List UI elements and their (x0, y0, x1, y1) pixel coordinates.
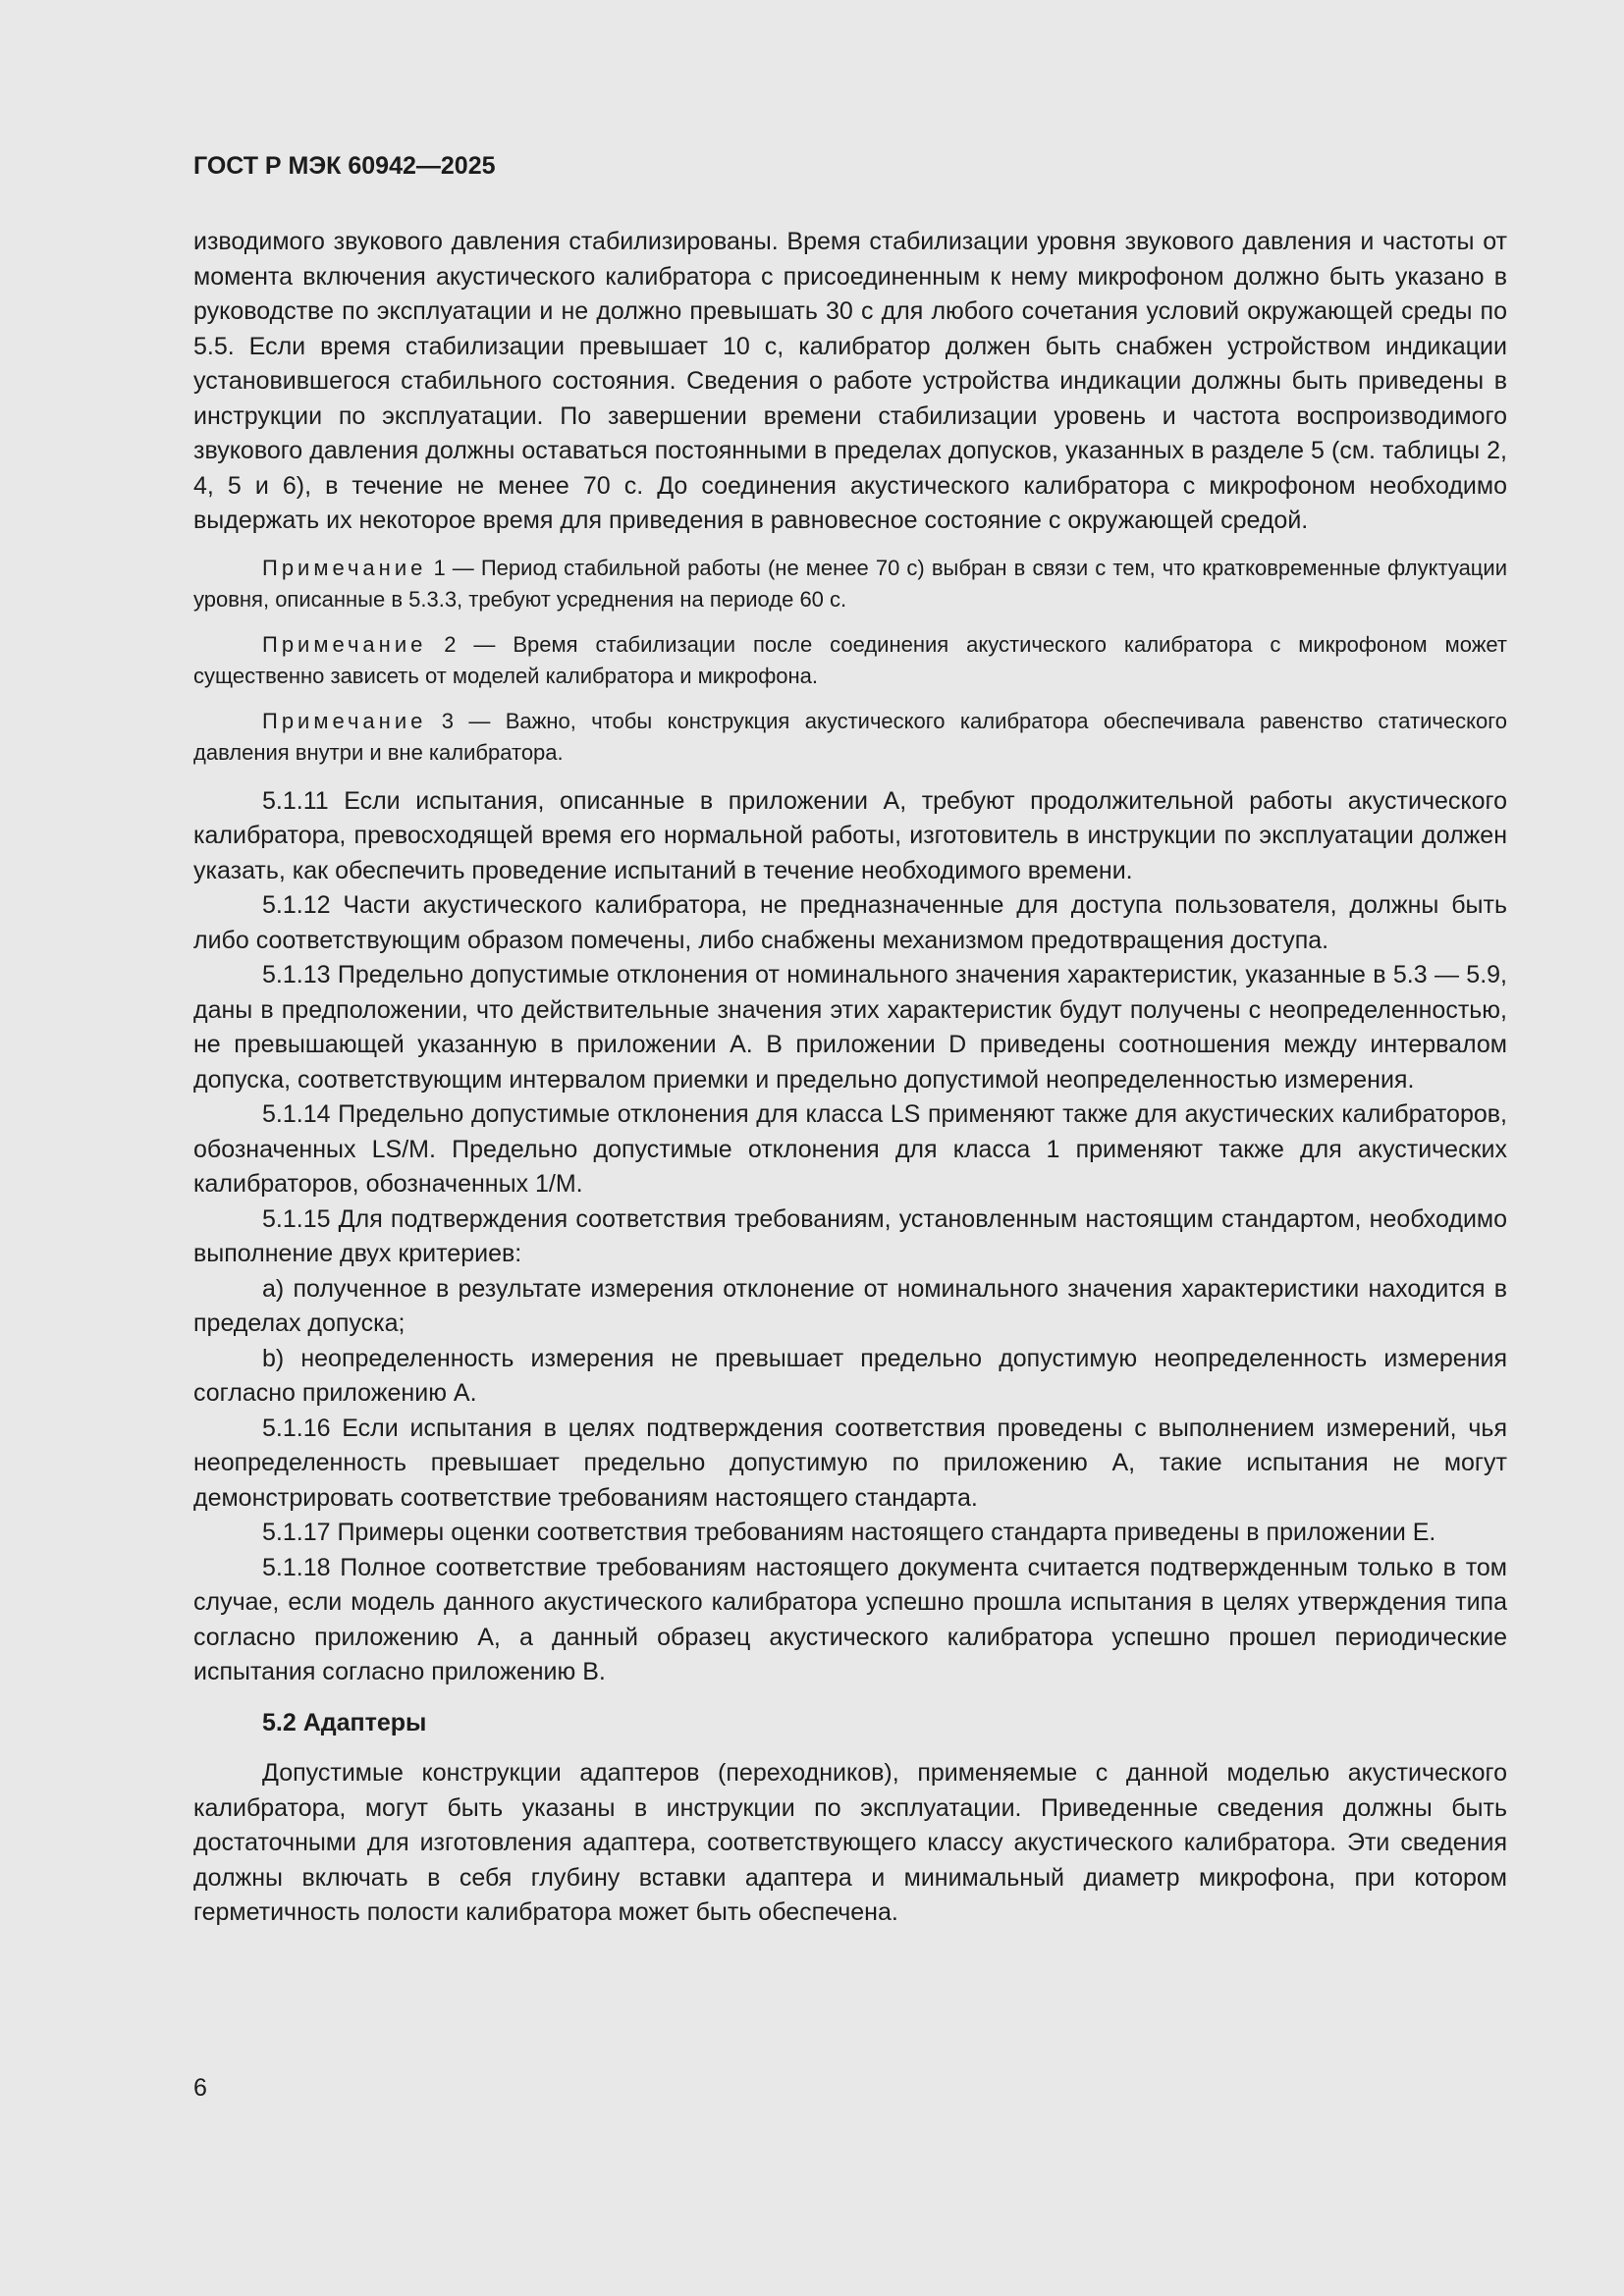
list-item-a: a) полученное в результате измерения отклонение от номинального значения характеристики находится в пределах допуска; (193, 1274, 1507, 1337)
note-3 (193, 706, 1507, 769)
note-text: 3 — Важно, чтобы конструкция акустического калибратора обеспечивала равенство статического давления внутри и вне калибратора. (193, 708, 1507, 765)
note-text: 2 — Время стабилизации после соединения акустического калибратора с микрофоном может существенно зависеть от моделей калибратора и микрофона. (193, 631, 1507, 688)
note-label: Примечание (262, 631, 427, 657)
clause-5-1-13: 5.1.13 Предельно допустимые отклонения от номинального значения характеристик, указанные в 5.3 — 5.9, даны в предположении, что действительные значения этих характеристик будут получены с неопределенностью, не превышающей указанную в приложении А. В приложении D приведены соотношения между интервалом допуска, соответствующим интервалом приемки и предельно допустимой неопределенностью измерения. (193, 961, 1507, 1094)
clause-5-1-16: 5.1.16 Если испытания в целях подтверждения соответствия проведены с выполнением измерений, чья неопределенность превышает предельно допустимую по приложению А, такие испытания не могут демонстрировать соответствие требованиям настоящего стандарта. (193, 1414, 1507, 1512)
clause-5-1-18: 5.1.18 Полное соответствие требованиям настоящего документа считается подтвержденным только в том случае, если модель данного акустического калибратора успешно прошла испытания в целях утверждения типа согласно приложению А, а данный образец акустического калибратора успешно прошел периодические испытания согласно приложению В. (193, 1553, 1507, 1685)
note-2 (193, 629, 1507, 692)
clause-5-1-15: 5.1.15 Для подтверждения соответствия требованиям, установленным настоящим стандартом, необходимо выполнение двух критериев: (193, 1204, 1507, 1267)
page-content (193, 225, 1507, 1931)
note-1 (193, 553, 1507, 615)
clause-5-1-12: 5.1.12 Части акустического калибратора, не предназначенные для доступа пользователя, должны быть либо соответствующим образом помечены, либо снабжены механизмом предотвращения доступа. (193, 891, 1507, 954)
list-item-b: b) неопределенность измерения не превышает предельно допустимую неопределенность измерения согласно приложению А. (193, 1344, 1507, 1407)
intro-paragraph: изводимого звукового давления стабилизированы. Время стабилизации уровня звукового давления и частоты от момента включения акустического калибратора с присоединенным к нему микрофоном должно быть указано в руководстве по эксплуатации и не должно превышать 30 с для любого сочетания условий окружающей среды по 5.5. Если время стабилизации превышает 10 с, калибратор должен быть снабжен устройством индикации установившегося стабильного состояния. Сведения о работе устройства индикации должны быть приведены в инструкции по эксплуатации. По завершении времени стабилизации уровень и частота воспроизводимого звукового давления должны оставаться постоянными в пределах допусков, указанных в разделе 5 (см. таблицы 2, 4, 5 и 6), в течение не менее 70 с. До соединения акустического калибратора с микрофоном необходимо выдержать их некоторое время для приведения в равновесное состояние с окружающей средой. (193, 228, 1507, 534)
note-text: 1 — Период стабильной работы (не менее 70 с) выбран в связи с тем, что кратковременные флуктуации уровня, описанные в 5.3.3, требуют усреднения на периоде 60 с. (193, 555, 1507, 612)
note-label: Примечание (262, 708, 427, 733)
page-number: 6 (193, 2074, 207, 2102)
clause-5-1-11: 5.1.11 Если испытания, описанные в приложении А, требуют продолжительной работы акустического калибратора, превосходящей время его нормальной работы, изготовитель в инструкции по эксплуатации должен указать, как обеспечить проведение испытаний в течение необходимого времени. (193, 786, 1507, 884)
section-heading: 5.2 Адаптеры (262, 1708, 427, 1736)
section-paragraph: Допустимые конструкции адаптеров (переходников), применяемые с данной моделью акустического калибратора, могут быть указаны в инструкции по эксплуатации. Приведенные сведения должны быть достаточными для изготовления адаптера, соответствующего классу акустического калибратора. Эти сведения должны включать в себя глубину вставки адаптера и минимальный диаметр микрофона, при котором герметичность полости калибратора может быть обеспечена. (193, 1759, 1507, 1926)
clause-5-1-14: 5.1.14 Предельно допустимые отклонения для класса LS применяют также для акустических калибраторов, обозначенных LS/M. Предельно допустимые отклонения для класса 1 применяют также для акустических калибраторов, обозначенных 1/M. (193, 1100, 1507, 1198)
note-label: Примечание (262, 555, 427, 580)
document-header: ГОСТ Р МЭК 60942—2025 (193, 152, 496, 180)
clause-5-1-17: 5.1.17 Примеры оценки соответствия требованиям настоящего стандарта приведены в приложении Е. (262, 1519, 1436, 1546)
